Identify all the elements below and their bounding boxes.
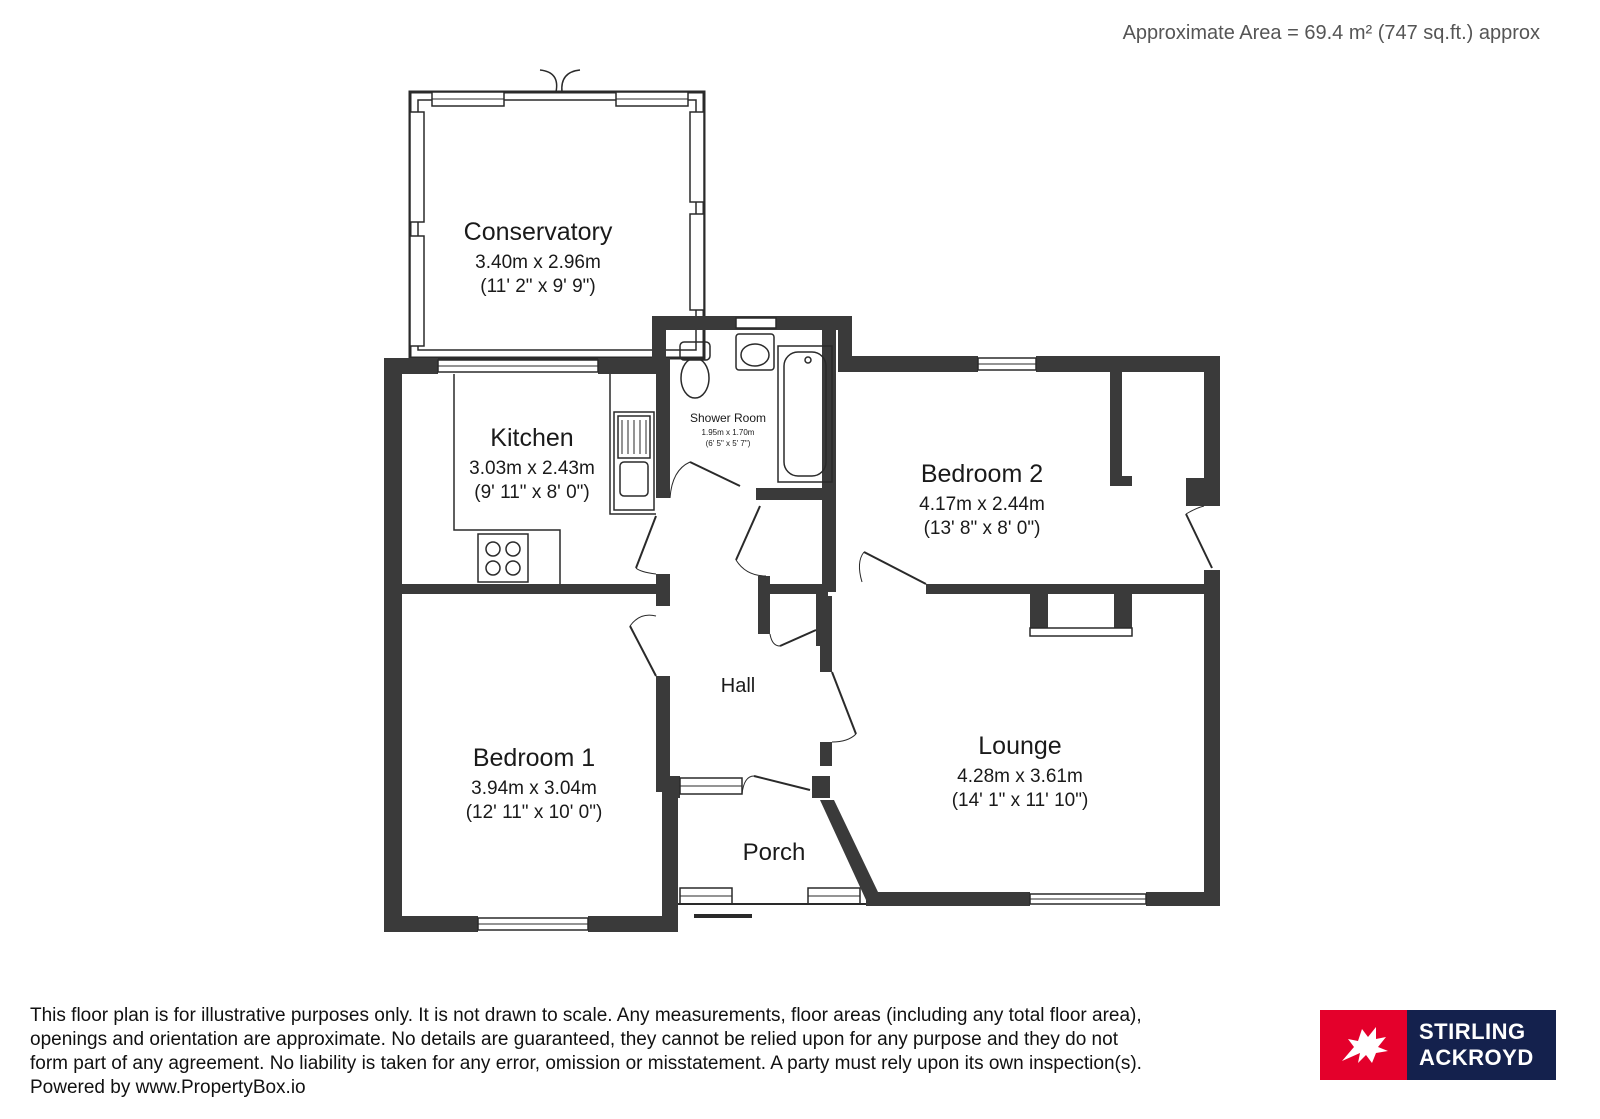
disclaimer bbox=[30, 1004, 1280, 1100]
porch-name: Porch bbox=[742, 839, 806, 866]
logo-line-1: STIRLING bbox=[1419, 1019, 1526, 1044]
disclaimer-line: openings and orientation are approximate. No details are guaranteed, they cannot be relied upon for any purpose and they do not bbox=[30, 1029, 1118, 1050]
logo-wordmark bbox=[1407, 1010, 1556, 1080]
shower-room-metric: 1.95m x 1.70m bbox=[701, 428, 755, 437]
hall-label bbox=[721, 675, 755, 697]
bedroom-2-metric: 4.17m x 2.44m bbox=[919, 494, 1045, 515]
lounge-fixtures bbox=[1030, 628, 1132, 636]
stirling-ackroyd-logo bbox=[1320, 1010, 1556, 1080]
shower-room-imperial: (6' 5" x 5' 7") bbox=[705, 439, 751, 448]
disclaimer-line: This floor plan is for illustrative purposes only. It is not drawn to scale. Any measurements, floor areas (including any total floor area), bbox=[30, 1005, 1142, 1026]
lounge-metric: 4.28m x 3.61m bbox=[957, 766, 1083, 787]
bedroom-2-imperial: (13' 8" x 8' 0") bbox=[923, 518, 1041, 539]
conservatory-imperial: (11' 2" x 9' 9") bbox=[480, 276, 596, 297]
kitchen-label bbox=[469, 424, 595, 503]
bedroom-1-label bbox=[466, 744, 603, 823]
kitchen-name: Kitchen bbox=[490, 424, 574, 452]
logo-line-2: ACKROYD bbox=[1419, 1045, 1534, 1070]
lounge-label bbox=[952, 732, 1089, 811]
porch-walls bbox=[678, 904, 866, 916]
powered-by: Powered by www.PropertyBox.io bbox=[30, 1077, 306, 1098]
conservatory-metric: 3.40m x 2.96m bbox=[475, 252, 601, 273]
approximate-area: Approximate Area = 69.4 m² (747 sq.ft.) approx bbox=[1122, 22, 1540, 44]
bedroom-1-name: Bedroom 1 bbox=[472, 744, 596, 772]
bedroom-1-metric: 3.94m x 3.04m bbox=[471, 778, 597, 799]
hall-name: Hall bbox=[720, 675, 756, 697]
bedroom-1-imperial: (12' 11" x 10' 0") bbox=[465, 802, 603, 823]
conservatory-label bbox=[464, 218, 613, 297]
conservatory-walls bbox=[410, 70, 704, 358]
dragon-icon bbox=[1320, 1010, 1407, 1080]
conservatory-name: Conservatory bbox=[463, 218, 613, 246]
shower-room-name: Shower Room bbox=[689, 411, 767, 425]
lounge-name: Lounge bbox=[978, 732, 1062, 760]
disclaimer-line: form part of any agreement. No liability is taken for any error, omission or misstatement. A party must rely upon its own inspection(s). bbox=[30, 1053, 1142, 1074]
shower-room-label bbox=[690, 411, 766, 448]
kitchen-imperial: (9' 11" x 8' 0") bbox=[474, 482, 590, 503]
bedroom-2-label bbox=[919, 460, 1045, 539]
lounge-imperial: (14' 1" x 11' 10") bbox=[951, 790, 1089, 811]
kitchen-fixtures bbox=[454, 374, 656, 584]
porch-label bbox=[743, 839, 806, 866]
bedroom-2-name: Bedroom 2 bbox=[920, 460, 1044, 488]
kitchen-metric: 3.03m x 2.43m bbox=[469, 458, 595, 479]
